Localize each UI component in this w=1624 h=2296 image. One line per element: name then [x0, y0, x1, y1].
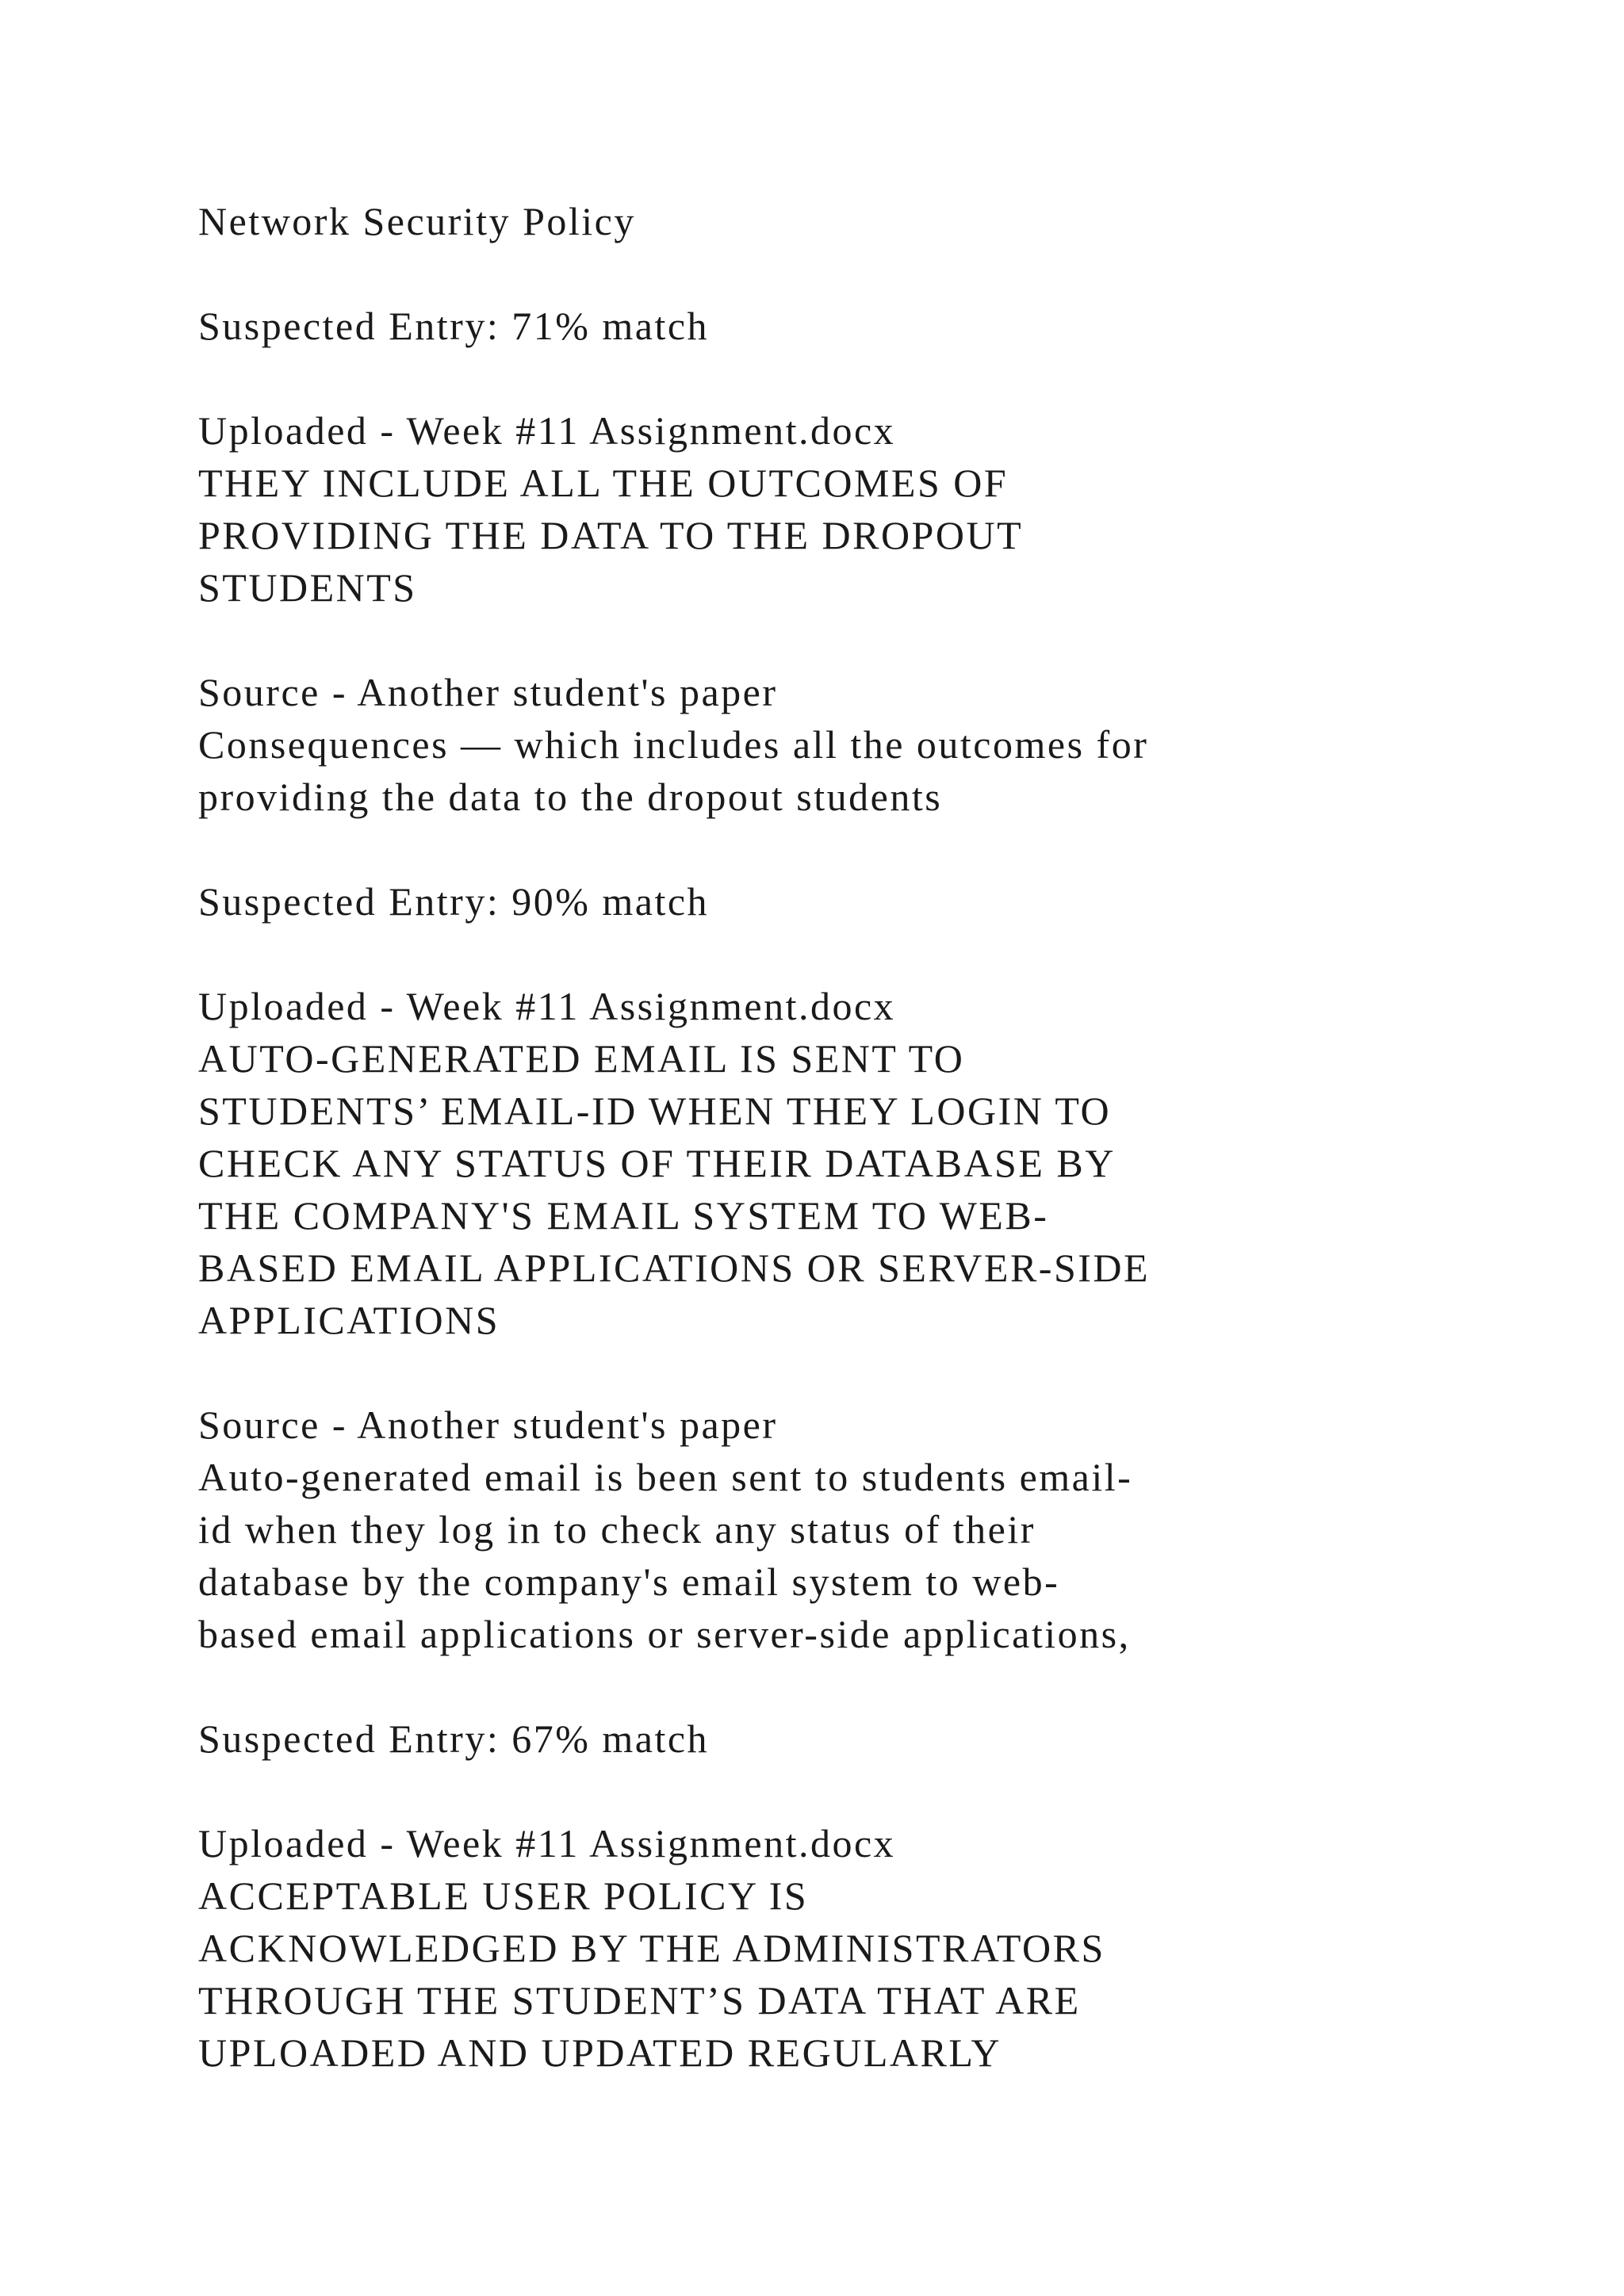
- uploaded-text-line: APPLICATIONS: [198, 1298, 500, 1342]
- source-text-line: Consequences — which includes all the outcomes for: [198, 722, 1149, 767]
- source-text-line: Auto-generated email is been sent to students email-: [198, 1455, 1133, 1499]
- uploaded-label: Uploaded - Week #11 Assignment.docx: [198, 408, 896, 453]
- uploaded-text-line: STUDENTS: [198, 565, 417, 610]
- source-label: Source - Another student's paper: [198, 670, 778, 714]
- uploaded-text-line: THE COMPANY'S EMAIL SYSTEM TO WEB-: [198, 1193, 1049, 1238]
- spacer: [198, 247, 1435, 300]
- uploaded-text-line: BASED EMAIL APPLICATIONS OR SERVER-SIDE: [198, 1246, 1151, 1290]
- spacer: [198, 928, 1435, 980]
- source-label: Source - Another student's paper: [198, 1402, 778, 1447]
- document-body: [198, 195, 1435, 2079]
- uploaded-text-line: CHECK ANY STATUS OF THEIR DATABASE BY: [198, 1141, 1116, 1185]
- spacer: [198, 1660, 1435, 1712]
- spacer: [198, 1765, 1435, 1817]
- suspected-entry-label: Suspected Entry: 71% match: [198, 304, 710, 348]
- source-text-line: database by the company's email system to web-: [198, 1559, 1060, 1604]
- uploaded-text-line: THEY INCLUDE ALL THE OUTCOMES OF: [198, 461, 1009, 505]
- uploaded-text-line: UPLOADED AND UPDATED REGULARLY: [198, 2030, 1002, 2075]
- spacer: [198, 823, 1435, 875]
- uploaded-text-line: ACKNOWLEDGED BY THE ADMINISTRATORS: [198, 1926, 1105, 1970]
- uploaded-text-line: ACCEPTABLE USER POLICY IS: [198, 1873, 809, 1918]
- uploaded-label: Uploaded - Week #11 Assignment.docx: [198, 1821, 896, 1866]
- suspected-entry-label: Suspected Entry: 67% match: [198, 1716, 710, 1761]
- uploaded-label: Uploaded - Week #11 Assignment.docx: [198, 984, 896, 1028]
- suspected-entry-label: Suspected Entry: 90% match: [198, 879, 710, 924]
- source-text-line: id when they log in to check any status of their: [198, 1507, 1036, 1552]
- source-text-line: based email applications or server-side applications,: [198, 1612, 1131, 1656]
- uploaded-text-line: STUDENTS’ EMAIL-ID WHEN THEY LOGIN TO: [198, 1089, 1112, 1133]
- uploaded-text-line: THROUGH THE STUDENT’S DATA THAT ARE: [198, 1978, 1081, 2022]
- spacer: [198, 352, 1435, 404]
- document-title: Network Security Policy: [198, 199, 636, 243]
- spacer: [198, 1346, 1435, 1399]
- uploaded-text-line: AUTO-GENERATED EMAIL IS SENT TO: [198, 1036, 965, 1081]
- source-text-line: providing the data to the dropout students: [198, 775, 943, 819]
- uploaded-text-line: PROVIDING THE DATA TO THE DROPOUT: [198, 513, 1024, 557]
- spacer: [198, 614, 1435, 666]
